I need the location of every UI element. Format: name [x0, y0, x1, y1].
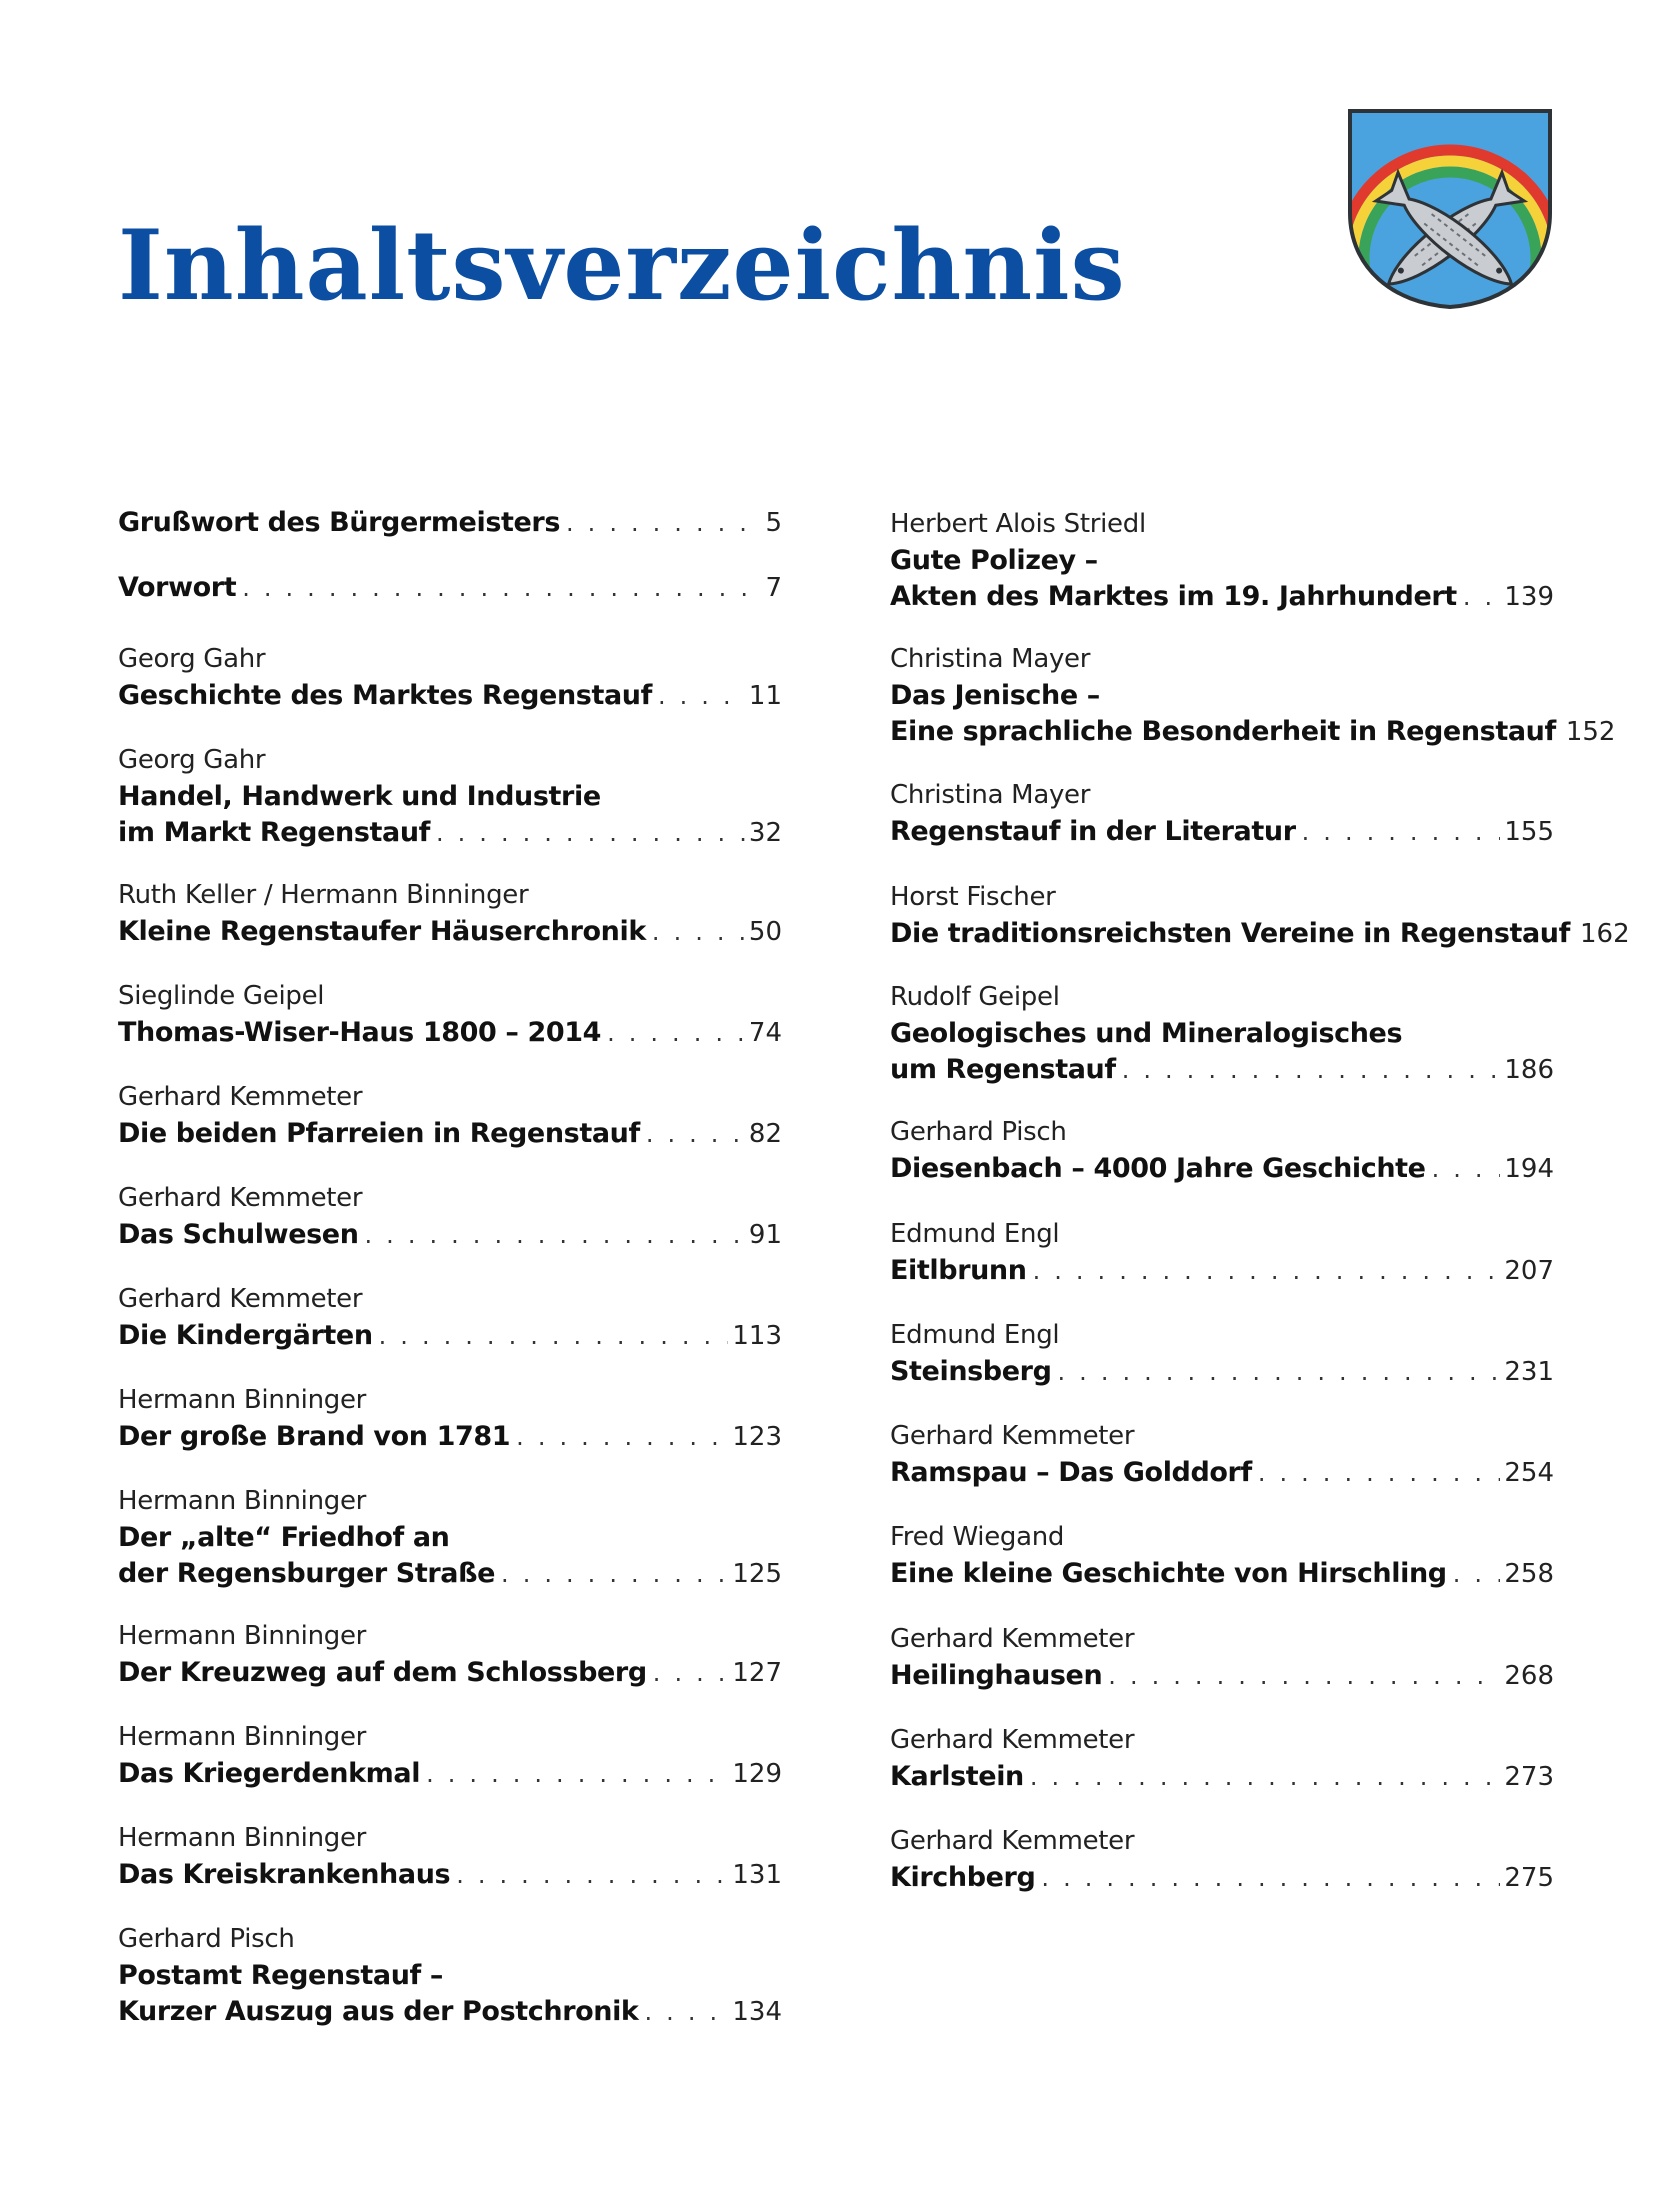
toc-leader-dots	[379, 1322, 729, 1350]
toc-leader-dots	[426, 1760, 728, 1788]
toc-page-number: 207	[1504, 1256, 1554, 1286]
toc-title-row	[118, 1655, 782, 1691]
toc-leader-dots	[1030, 1763, 1500, 1791]
toc-author: Edmund Engl	[890, 1219, 1060, 1249]
toc-author: Hermann Binninger	[118, 1385, 367, 1415]
toc-author: Hermann Binninger	[118, 1722, 367, 1752]
toc-page-number: 123	[732, 1422, 782, 1452]
toc-entry	[118, 1381, 782, 1455]
toc-title: Karlstein	[890, 1761, 1024, 1792]
toc-title: Geschichte des Marktes Regenstauf	[118, 680, 652, 711]
toc-title: Diesenbach – 4000 Jahre Geschichte	[890, 1153, 1426, 1184]
toc-entry	[890, 776, 1554, 850]
toc-leader-dots	[645, 1998, 729, 2026]
toc-page-number: 275	[1504, 1863, 1554, 1893]
toc-leader-dots	[607, 1019, 745, 1047]
toc-entry	[118, 741, 782, 851]
toc-page-number: 127	[732, 1658, 782, 1688]
toc-entry	[890, 1721, 1554, 1795]
toc-title-row	[890, 1151, 1554, 1187]
toc-author: Rudolf Geipel	[890, 982, 1060, 1012]
toc-entry	[890, 1316, 1554, 1390]
toc-title: Steinsberg	[890, 1356, 1052, 1387]
toc-leader-dots	[501, 1560, 728, 1588]
toc-author: Fred Wiegand	[890, 1522, 1065, 1552]
toc-author: Herbert Alois Striedl	[890, 509, 1146, 539]
toc-leader-dots	[1302, 818, 1501, 846]
toc-author: Hermann Binninger	[118, 1621, 367, 1651]
toc-page-number: 32	[748, 818, 782, 848]
toc-title: um Regenstauf	[890, 1054, 1116, 1085]
toc-page-number: 194	[1504, 1154, 1554, 1184]
toc-title-line: Handel, Handwerk und Industrie	[118, 781, 601, 812]
toc-leader-dots	[1033, 1257, 1501, 1285]
toc-entry	[890, 1518, 1554, 1592]
toc-title: Die Kindergärten	[118, 1320, 373, 1351]
toc-author: Gerhard Kemmeter	[890, 1624, 1135, 1654]
toc-title-row	[890, 1860, 1554, 1896]
toc-title: Das Schulwesen	[118, 1219, 359, 1250]
toc-author: Georg Gahr	[118, 644, 266, 674]
toc-entry	[890, 1215, 1554, 1289]
toc-title-row	[118, 1116, 782, 1152]
coat-of-arms-icon	[1347, 108, 1553, 310]
toc-title: Der große Brand von 1781	[118, 1421, 511, 1452]
toc-page-number: 152	[1565, 717, 1616, 747]
toc-title-row	[118, 1857, 782, 1893]
toc-leader-dots	[1058, 1358, 1501, 1386]
toc-entry	[890, 1822, 1554, 1896]
toc-title-line: Gute Polizey –	[890, 545, 1098, 576]
toc-author: Gerhard Kemmeter	[118, 1082, 363, 1112]
toc-page-number: 273	[1504, 1762, 1554, 1792]
toc-title-row	[118, 1756, 782, 1792]
toc-title-row	[890, 814, 1554, 850]
toc-page-number: 125	[732, 1559, 782, 1589]
toc-title: Eitlbrunn	[890, 1255, 1027, 1286]
toc-entry	[118, 505, 782, 541]
toc-leader-dots	[1108, 1662, 1500, 1690]
toc-entry	[890, 1417, 1554, 1491]
toc-title-row	[118, 914, 782, 950]
toc-title-row	[890, 1052, 1554, 1088]
toc-page-number: 186	[1504, 1055, 1554, 1085]
toc-title-line: Geologisches und Mineralogisches	[890, 1018, 1403, 1049]
toc-title-row	[118, 1318, 782, 1354]
toc-leader-dots	[365, 1221, 745, 1249]
toc-author: Horst Fischer	[890, 882, 1056, 912]
toc-entry	[118, 977, 782, 1051]
toc-entry	[118, 1920, 782, 2030]
toc-entry	[890, 1620, 1554, 1694]
toc-author: Gerhard Pisch	[118, 1924, 295, 1954]
toc-title-row	[118, 505, 782, 541]
toc-page-number: 129	[732, 1759, 782, 1789]
toc-leader-dots	[658, 682, 745, 710]
toc-page-number: 91	[748, 1220, 782, 1250]
toc-entry	[890, 978, 1554, 1088]
toc-author: Georg Gahr	[118, 745, 266, 775]
toc-leader-dots	[516, 1423, 728, 1451]
toc-leader-dots	[653, 1659, 729, 1687]
toc-page-number: 113	[732, 1321, 782, 1351]
toc-page-number: 254	[1504, 1458, 1554, 1488]
toc-leader-dots	[1453, 1560, 1501, 1588]
toc-author: Gerhard Pisch	[890, 1117, 1067, 1147]
toc-title: Das Kreiskrankenhaus	[118, 1859, 451, 1890]
toc-title-row	[890, 1556, 1554, 1592]
toc-entry	[118, 1280, 782, 1354]
toc-entry	[890, 640, 1616, 750]
toc-entry	[890, 878, 1630, 952]
toc-entry	[118, 1718, 782, 1792]
toc-title-row	[890, 1455, 1554, 1491]
toc-entry	[118, 640, 782, 714]
toc-page-number: 139	[1504, 582, 1554, 612]
toc-page-number: 11	[748, 681, 782, 711]
toc-title: Akten des Marktes im 19. Jahrhundert	[890, 581, 1457, 612]
toc-title-row	[118, 815, 782, 851]
toc-title: Kirchberg	[890, 1862, 1036, 1893]
toc-leader-dots	[1041, 1864, 1500, 1892]
toc-author: Ruth Keller / Hermann Binninger	[118, 880, 529, 910]
toc-leader-dots	[1432, 1155, 1501, 1183]
toc-author: Christina Mayer	[890, 644, 1091, 674]
toc-title-row	[118, 1994, 782, 2030]
toc-title: Regenstauf in der Literatur	[890, 816, 1296, 847]
toc-entry	[890, 505, 1554, 615]
toc-page-number: 162	[1579, 919, 1630, 949]
toc-page-number: 155	[1504, 817, 1554, 847]
toc-title: Grußwort des Bürgermeisters	[118, 507, 560, 538]
toc-author: Gerhard Kemmeter	[890, 1826, 1135, 1856]
toc-entry	[118, 1482, 782, 1592]
toc-leader-dots	[652, 918, 745, 946]
toc-title: Die traditionsreichsten Vereine in Regenstauf	[890, 918, 1570, 949]
toc-title-row	[118, 570, 782, 606]
toc-title-line: Der „alte“ Friedhof an	[118, 1522, 450, 1553]
toc-title-row	[890, 1759, 1554, 1795]
toc-entry	[118, 1179, 782, 1253]
toc-entry	[890, 1113, 1554, 1187]
toc-title-row	[118, 1015, 782, 1051]
toc-leader-dots	[1258, 1459, 1501, 1487]
toc-page-number: 50	[748, 917, 782, 947]
toc-title: im Markt Regenstauf	[118, 817, 430, 848]
toc-title: der Regensburger Straße	[118, 1558, 496, 1589]
toc-leader-dots	[566, 509, 761, 537]
toc-title: Kurzer Auszug aus der Postchronik	[118, 1996, 639, 2027]
toc-author: Gerhard Kemmeter	[118, 1183, 363, 1213]
toc-title: Der Kreuzweg auf dem Schlossberg	[118, 1657, 647, 1688]
toc-title-row	[890, 1253, 1554, 1289]
toc-author: Edmund Engl	[890, 1320, 1060, 1350]
toc-title-row	[890, 714, 1616, 750]
page-title: Inhaltsverzeichnis	[118, 209, 1126, 322]
toc-page-number: 5	[765, 508, 782, 538]
toc-page-number: 131	[732, 1860, 782, 1890]
toc-entry	[118, 1819, 782, 1893]
toc-author: Christina Mayer	[890, 780, 1091, 810]
toc-leader-dots	[646, 1120, 745, 1148]
toc-title: Eine sprachliche Besonderheit in Regenstauf	[890, 716, 1556, 747]
toc-title: Eine kleine Geschichte von Hirschling	[890, 1558, 1447, 1589]
toc-title: Das Kriegerdenkmal	[118, 1758, 421, 1789]
toc-title-row	[890, 579, 1554, 615]
toc-title: Thomas-Wiser-Haus 1800 – 2014	[118, 1017, 602, 1048]
toc-title-row	[890, 1658, 1554, 1694]
toc-page-number: 258	[1504, 1559, 1554, 1589]
toc-entry	[118, 570, 782, 606]
toc-leader-dots	[242, 574, 761, 602]
toc-title: Vorwort	[118, 572, 237, 603]
toc-leader-dots	[436, 819, 745, 847]
toc-entry	[118, 876, 782, 950]
toc-author: Sieglinde Geipel	[118, 981, 325, 1011]
toc-title-line: Das Jenische –	[890, 680, 1100, 711]
toc-author: Gerhard Kemmeter	[118, 1284, 363, 1314]
toc-title: Kleine Regenstaufer Häuserchronik	[118, 916, 646, 947]
toc-entry	[118, 1617, 782, 1691]
toc-title: Heilinghausen	[890, 1660, 1103, 1691]
toc-author: Hermann Binninger	[118, 1823, 367, 1853]
toc-author: Gerhard Kemmeter	[890, 1725, 1135, 1755]
toc-page-number: 268	[1504, 1661, 1554, 1691]
toc-title: Ramspau – Das Golddorf	[890, 1457, 1252, 1488]
toc-leader-dots	[1122, 1056, 1501, 1084]
toc-entry	[118, 1078, 782, 1152]
toc-title-row	[118, 1556, 782, 1592]
toc-title-row	[890, 1354, 1554, 1390]
toc-page-number: 74	[748, 1018, 782, 1048]
toc-title-line: Postamt Regenstauf –	[118, 1960, 444, 1991]
toc-page-number: 82	[748, 1119, 782, 1149]
toc-page-number: 231	[1504, 1357, 1554, 1387]
toc-leader-dots	[1463, 583, 1501, 611]
toc-page-number: 7	[765, 573, 782, 603]
toc-title-row	[118, 1419, 782, 1455]
toc-title-row	[118, 1217, 782, 1253]
toc-author: Hermann Binninger	[118, 1486, 367, 1516]
toc-page-number: 134	[732, 1997, 782, 2027]
toc-author: Gerhard Kemmeter	[890, 1421, 1135, 1451]
toc-title-row	[118, 678, 782, 714]
toc-title: Die beiden Pfarreien in Regenstauf	[118, 1118, 640, 1149]
toc-title-row	[890, 916, 1630, 952]
toc-leader-dots	[456, 1861, 728, 1889]
